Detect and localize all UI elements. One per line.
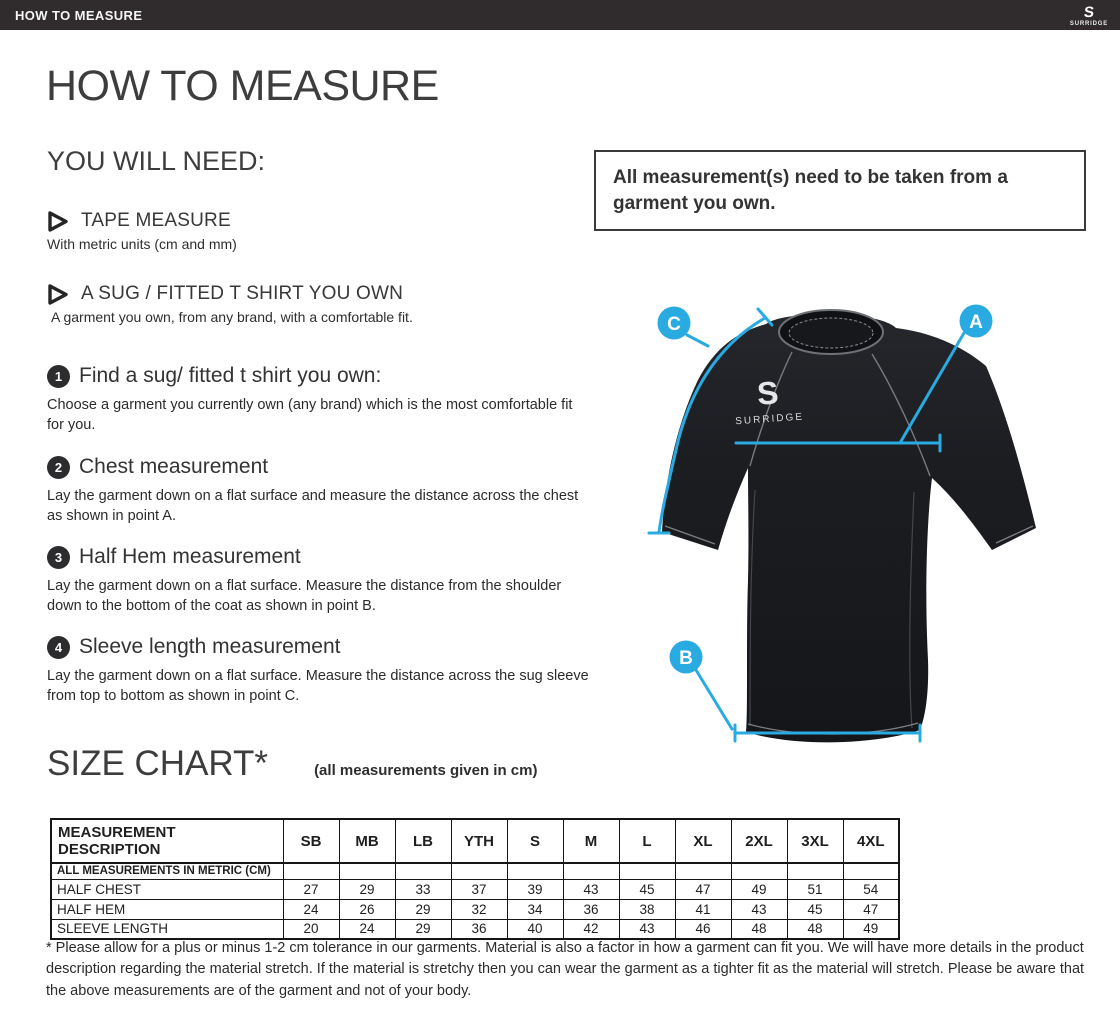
column-header: MB (339, 819, 395, 863)
top-bar-title: HOW TO MEASURE (15, 7, 143, 23)
table-row-half-chest (51, 879, 899, 899)
need-item-title: A SUG / FITTED T SHIRT YOU OWN (81, 283, 404, 304)
size-chart-title: SIZE CHART* (47, 744, 269, 783)
cell-value: 45 (619, 879, 675, 899)
cell-value: 43 (619, 919, 675, 939)
step-description: Choose a garment you currently own (any brand) which is the most comfortable fit for you. (47, 397, 573, 433)
tolerance-footnote: * Please allow for a plus or minus 1-2 cm tolerance in our garments. Material is also a factor in how a garment can fit you. We will have more details in the product description regarding the material stretch. If the material is stretchy then you can wear the garment as a tighter fit as the material will stretch. Please be aware that the above measurements are of the garment and not of your body. (46, 940, 1085, 999)
top-bar (0, 0, 1120, 30)
step-3 (47, 545, 592, 616)
cell-value: 45 (787, 899, 843, 919)
step-number-badge: 4 (47, 636, 70, 659)
cell-value: 29 (395, 899, 451, 919)
column-header: YTH (451, 819, 507, 863)
need-item-description: With metric units (cm and mm) (47, 236, 237, 252)
page-title: HOW TO MEASURE (46, 62, 439, 110)
size-chart-heading-row (47, 744, 537, 784)
step-1 (47, 364, 592, 435)
column-header: L (619, 819, 675, 863)
cell-value: 40 (507, 919, 563, 939)
garment-logo-text: SURRIDGE (734, 411, 805, 428)
surridge-logo-icon (1070, 3, 1108, 27)
garment-measurement-diagram (598, 280, 1090, 776)
cell-value: 47 (843, 899, 899, 919)
surridge-logo-text: SURRIDGE (1069, 21, 1108, 27)
cell-value: 20 (283, 919, 339, 939)
you-will-need-heading: YOU WILL NEED: (47, 146, 266, 176)
cell-value: 48 (731, 919, 787, 939)
column-header: XL (675, 819, 731, 863)
step-4 (47, 635, 592, 706)
svg-text:A: A (969, 312, 983, 333)
step-title: Half Hem measurement (79, 545, 301, 568)
cell-value: 27 (283, 879, 339, 899)
step-description: Lay the garment down on a flat surface and measure the distance across the chest as shown in point A. (47, 488, 579, 524)
step-number-badge: 1 (47, 365, 70, 388)
column-header: S (507, 819, 563, 863)
need-item-description: A garment you own, from any brand, with a comfortable fit. (51, 309, 413, 325)
column-header: MEASUREMENT DESCRIPTION (51, 819, 283, 863)
size-chart-table (50, 818, 900, 940)
column-header: SB (283, 819, 339, 863)
step-title: Find a sug/ fitted t shirt you own: (79, 364, 382, 387)
label-a-chest (960, 305, 993, 338)
step-number-badge: 3 (47, 546, 70, 569)
tshirt-diagram-illustration (598, 280, 1090, 776)
triangle-bullet-icon (47, 284, 69, 305)
cell-value: 51 (787, 879, 843, 899)
garment-logo-letter: S (755, 374, 780, 412)
step-description: Lay the garment down on a flat surface. Measure the distance from the shoulder down to the bottom of the coat as shown in point B. (47, 578, 562, 614)
cell-value: 43 (731, 899, 787, 919)
step-title: Sleeve length measurement (79, 635, 341, 658)
cell-value: 38 (619, 899, 675, 919)
metric-note-row (51, 863, 899, 879)
column-header: 3XL (787, 819, 843, 863)
cell-value: 47 (675, 879, 731, 899)
column-header: M (563, 819, 619, 863)
cell-value: 41 (675, 899, 731, 919)
measurement-callout-box: All measurement(s) need to be taken from a garment you own. (594, 150, 1086, 231)
metric-note: ALL MEASUREMENTS IN METRIC (CM) (51, 863, 283, 879)
size-chart-header-row (51, 819, 899, 863)
label-b-hem (670, 641, 703, 674)
row-label: HALF CHEST (51, 879, 283, 899)
row-label: HALF HEM (51, 899, 283, 919)
need-item-tape-measure (47, 210, 567, 252)
cell-value: 46 (675, 919, 731, 939)
cell-value: 42 (563, 919, 619, 939)
need-item-title: TAPE MEASURE (81, 210, 231, 231)
column-header: 2XL (731, 819, 787, 863)
cell-value: 49 (843, 919, 899, 939)
cell-value: 39 (507, 879, 563, 899)
label-c-sleeve (658, 307, 691, 340)
size-chart-note: (all measurements given in cm) (314, 762, 538, 779)
cell-value: 29 (339, 879, 395, 899)
row-label: SLEEVE LENGTH (51, 919, 283, 939)
table-row-half-hem (51, 899, 899, 919)
column-header: LB (395, 819, 451, 863)
cell-value: 49 (731, 879, 787, 899)
step-description: Lay the garment down on a flat surface. Measure the distance across the sug sleeve from top to bottom as shown in point C. (47, 668, 589, 704)
cell-value: 36 (563, 899, 619, 919)
cell-value: 36 (451, 919, 507, 939)
svg-text:B: B (679, 648, 693, 669)
cell-value: 24 (283, 899, 339, 919)
cell-value: 43 (563, 879, 619, 899)
cell-value: 54 (843, 879, 899, 899)
cell-value: 26 (339, 899, 395, 919)
table-row-sleeve-length (51, 919, 899, 939)
cell-value: 32 (451, 899, 507, 919)
step-2 (47, 455, 592, 526)
cell-value: 37 (451, 879, 507, 899)
cell-value: 29 (395, 919, 451, 939)
cell-value: 48 (787, 919, 843, 939)
cell-value: 33 (395, 879, 451, 899)
svg-text:C: C (667, 314, 681, 335)
column-header: 4XL (843, 819, 899, 863)
triangle-bullet-icon (47, 211, 69, 232)
cell-value: 34 (507, 899, 563, 919)
step-title: Chest measurement (79, 455, 269, 478)
surridge-logo-letter: S (1083, 4, 1095, 21)
tshirt-shape (662, 310, 1036, 742)
need-item-fitted-tshirt (47, 283, 567, 325)
cell-value: 24 (339, 919, 395, 939)
step-number-badge: 2 (47, 456, 70, 479)
